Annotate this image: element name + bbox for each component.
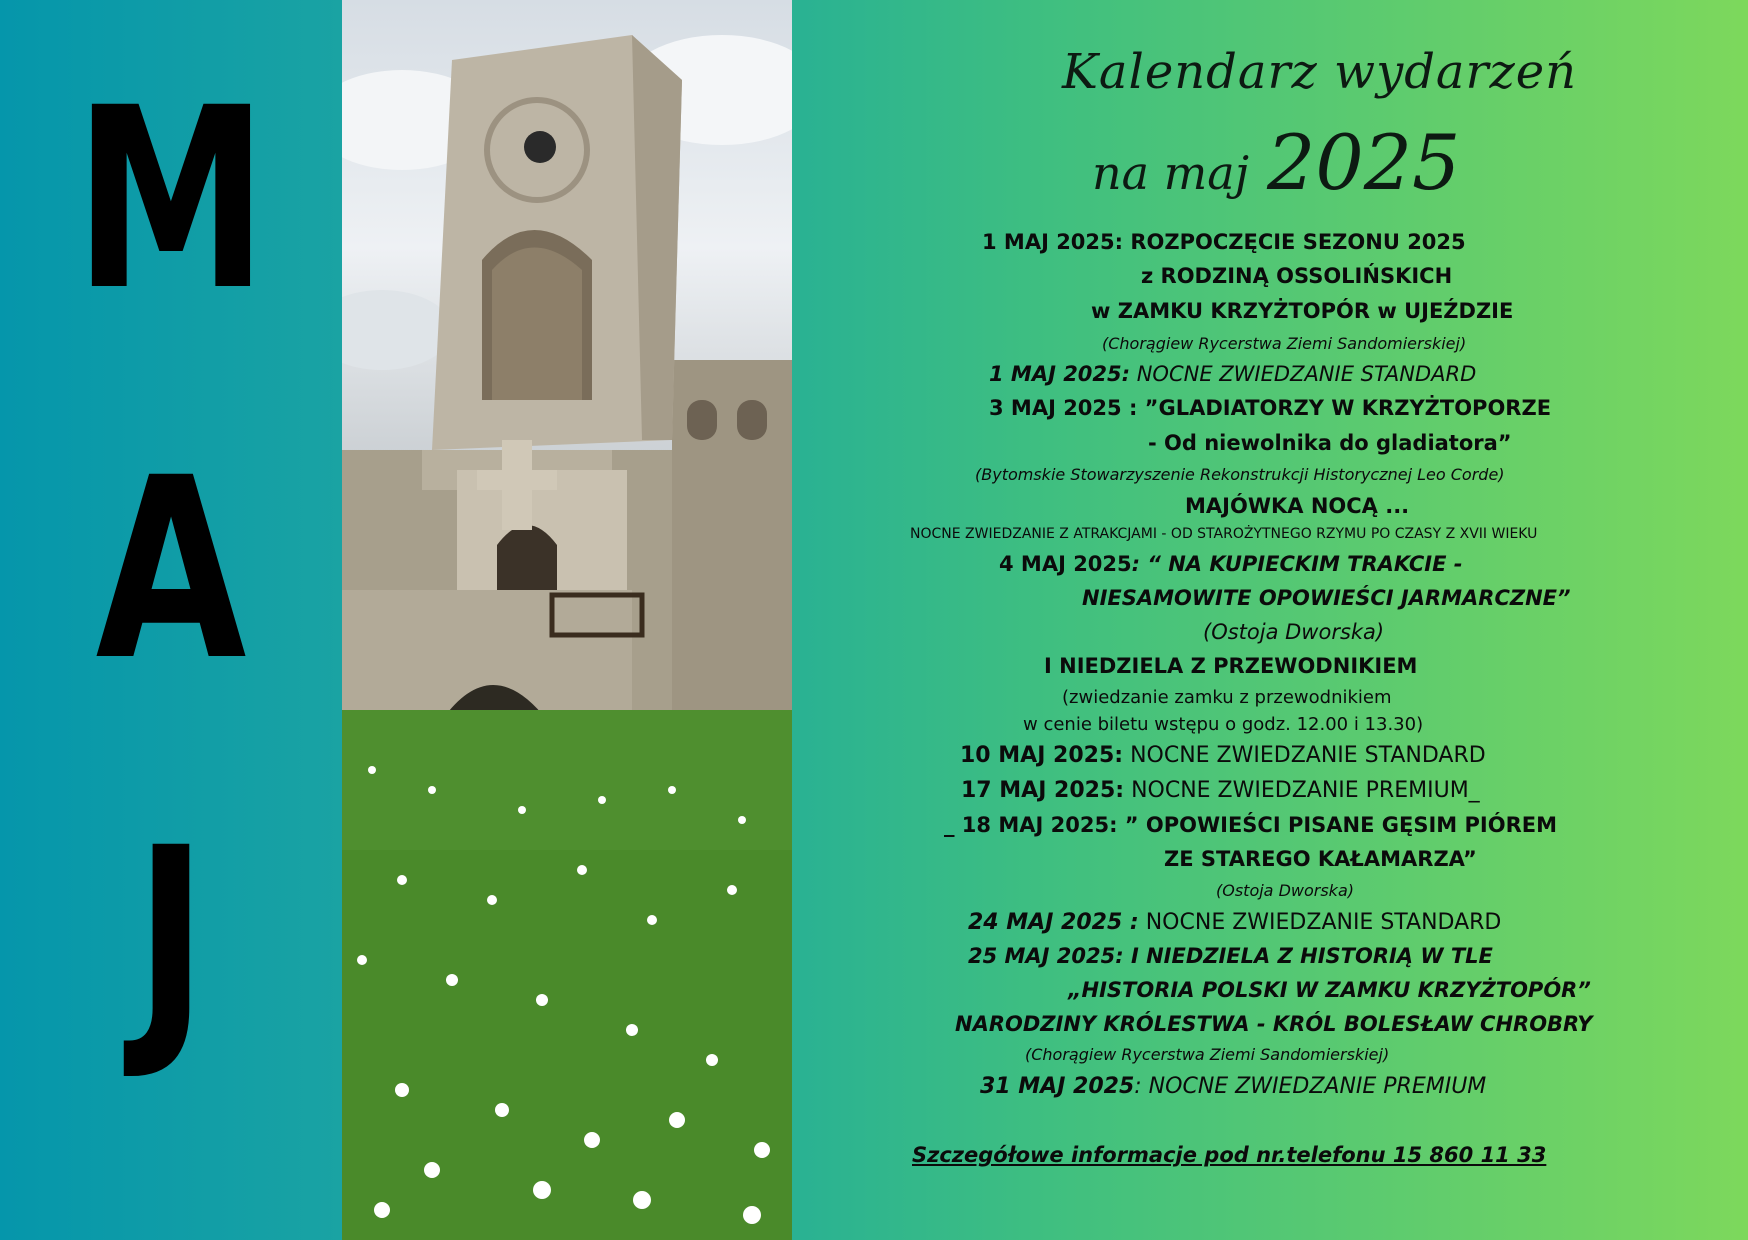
- event-1-organizer: (Chorągiew Rycerstwa Ziemi Sandomierskiej): [1102, 334, 1467, 353]
- event-9-subtitle: ZE STAREGO KAŁAMARZA”: [1164, 847, 1477, 871]
- event-5-organizer: (Ostoja Dworska): [1203, 620, 1385, 644]
- event-2-date: 1 MAJ 2025:: [989, 362, 1131, 386]
- event-9-organizer: (Ostoja Dworska): [1216, 881, 1354, 900]
- event-10: [968, 910, 1501, 935]
- event-2-name: NOCNE ZWIEDZANIE STANDARD: [1130, 362, 1477, 386]
- side-panel: [0, 0, 342, 1240]
- event-11-title: 25 MAJ 2025: I NIEDZIELA Z HISTORIĄ W TLE: [968, 944, 1493, 968]
- event-8: [961, 778, 1480, 803]
- contact-info: Szczegółowe informacje pod nr.telefonu 15 860 11 33: [912, 1143, 1547, 1167]
- event-5-date: 4 MAJ 2025: [999, 552, 1132, 576]
- calendar-subheading: [1092, 118, 1460, 207]
- event-6-hours: w cenie biletu wstępu o godz. 12.00 i 13.30): [1023, 714, 1424, 735]
- event-11-subtitle: „HISTORIA POLSKI W ZAMKU KRZYŻTOPÓR”: [1068, 978, 1591, 1002]
- event-5-subtitle: NIESAMOWITE OPOWIEŚCI JARMARCZNE”: [1082, 586, 1571, 610]
- event-10-name: NOCNE ZWIEDZANIE STANDARD: [1138, 910, 1502, 935]
- event-1-location: w ZAMKU KRZYŻTOPÓR w UJEŹDZIE: [1091, 299, 1514, 323]
- event-12: [980, 1074, 1486, 1099]
- event-4-title: MAJÓWKA NOCĄ ...: [1185, 494, 1410, 518]
- event-12-name: : NOCNE ZWIEDZANIE PREMIUM: [1134, 1074, 1487, 1099]
- event-9-title: _ 18 MAJ 2025: ” OPOWIEŚCI PISANE GĘSIM PIÓREM: [944, 813, 1557, 837]
- event-11-organizer: (Chorągiew Rycerstwa Ziemi Sandomierskiej): [1025, 1045, 1390, 1064]
- event-3-title: 3 MAJ 2025 : ”GLADIATORZY W KRZYŻTOPORZE: [989, 396, 1552, 420]
- side-letter-j: J: [134, 794, 208, 1085]
- calendar-heading: Kalendarz wydarzeń: [1062, 44, 1578, 100]
- side-letter-a: A: [95, 424, 247, 715]
- event-2: [989, 362, 1476, 386]
- event-8-name: NOCNE ZWIEDZANIE PREMIUM_: [1124, 778, 1480, 803]
- event-8-date: 17 MAJ 2025:: [961, 778, 1125, 803]
- event-3-organizer: (Bytomskie Stowarzyszenie Rekonstrukcji Historycznej Leo Corde): [975, 465, 1505, 484]
- calendar-year: 2025: [1266, 118, 1461, 207]
- event-1-subtitle: z RODZINĄ OSSOLIŃSKICH: [1141, 264, 1453, 288]
- event-6-description: (zwiedzanie zamku z przewodnikiem: [1062, 687, 1392, 708]
- castle-tower-photo: [342, 0, 792, 1240]
- event-7: [960, 743, 1486, 768]
- event-3-subtitle: - Od niewolnika do gladiatora”: [1148, 431, 1512, 455]
- event-12-date: 31 MAJ 2025: [980, 1074, 1135, 1099]
- event-1-title: 1 MAJ 2025: ROZPOCZĘCIE SEZONU 2025: [982, 230, 1466, 254]
- event-5: [999, 552, 1462, 576]
- event-10-date: 24 MAJ 2025 :: [968, 910, 1139, 935]
- event-5-title: : “ NA KUPIECKIM TRAKCIE -: [1131, 552, 1463, 576]
- event-11-theme: NARODZINY KRÓLESTWA - KRÓL BOLESŁAW CHROBRY: [955, 1012, 1593, 1036]
- event-7-name: NOCNE ZWIEDZANIE STANDARD: [1123, 743, 1486, 768]
- event-4-description: NOCNE ZWIEDZANIE Z ATRAKCJAMI - OD STAROŻYTNEGO RZYMU PO CZASY Z XVII WIEKU: [910, 526, 1538, 542]
- event-6-title: I NIEDZIELA Z PRZEWODNIKIEM: [1044, 654, 1418, 678]
- side-letter-m: M: [73, 54, 269, 345]
- castle-illustration: [342, 0, 792, 1240]
- event-7-date: 10 MAJ 2025:: [960, 743, 1124, 768]
- calendar-month: na maj: [1092, 146, 1249, 200]
- event-calendar: [792, 0, 1748, 1240]
